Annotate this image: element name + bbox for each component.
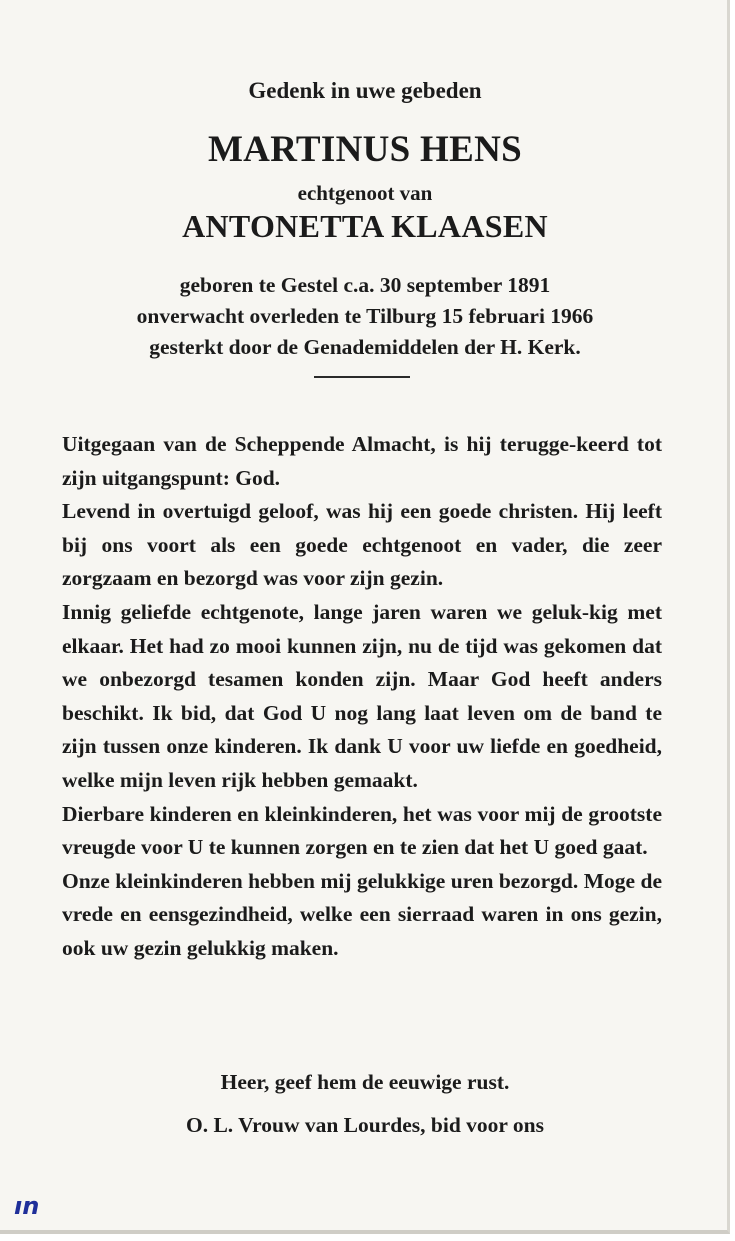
deceased-name: MARTINUS HENS [207,129,523,170]
body-text [62,428,662,966]
divider-rule [314,376,410,378]
paragraph: Onze kleinkinderen hebben mij gelukkige uren bezorgd. Moge de vrede en eensgezindheid, welke een sierraad waren in ons gezin, ook uw gezin gelukkig maken. [62,868,662,960]
handwritten-mark: ın [14,1192,40,1220]
prayer-rest: Heer, geef hem de eeuwige rust. [220,1070,510,1094]
intro-text: Gedenk in uwe gebeden [248,78,482,103]
prayer-lourdes: O. L. Vrouw van Lourdes, bid voor ons [185,1113,545,1137]
sacrament-line: gesterkt door de Genademiddelen der H. Kerk. [149,335,581,359]
paragraph: Uitgegaan van de Scheppende Almacht, is hij terugge-keerd tot zijn uitgangspunt: God. [62,432,662,490]
death-line: onverwacht overleden te Tilburg 15 februari 1966 [136,304,594,328]
paragraph: Innig geliefde echtgenote, lange jaren waren we geluk-kig met elkaar. Het had zo mooi kunnen zijn, nu de tijd was gekomen dat we onbezorgd tesamen konden zijn. Maar God heeft anders beschikt. Ik bid, dat God U nog lang laat leven om de band te zijn tussen onze kinderen. Ik dank U voor uw liefde en goedheid, welke mijn leven rijk hebben gemaakt. [62,599,662,792]
birth-line: geboren te Gestel c.a. 30 september 1891 [179,273,551,297]
paragraph: Levend in overtuigd geloof, was hij een goede christen. Hij leeft bij ons voort als een goede echtgenoot en vader, die zeer zorgzaam en bezorgd was voor zijn gezin. [62,499,662,591]
paragraph: Dierbare kinderen en kleinkinderen, het was voor mij de grootste vreugde voor U te kunnen zorgen en te zien dat het U goed gaat. [62,801,662,860]
spouse-name: ANTONETTA KLAASEN [182,208,548,244]
spouse-label: echtgenoot van [297,181,433,205]
life-details [0,270,730,363]
